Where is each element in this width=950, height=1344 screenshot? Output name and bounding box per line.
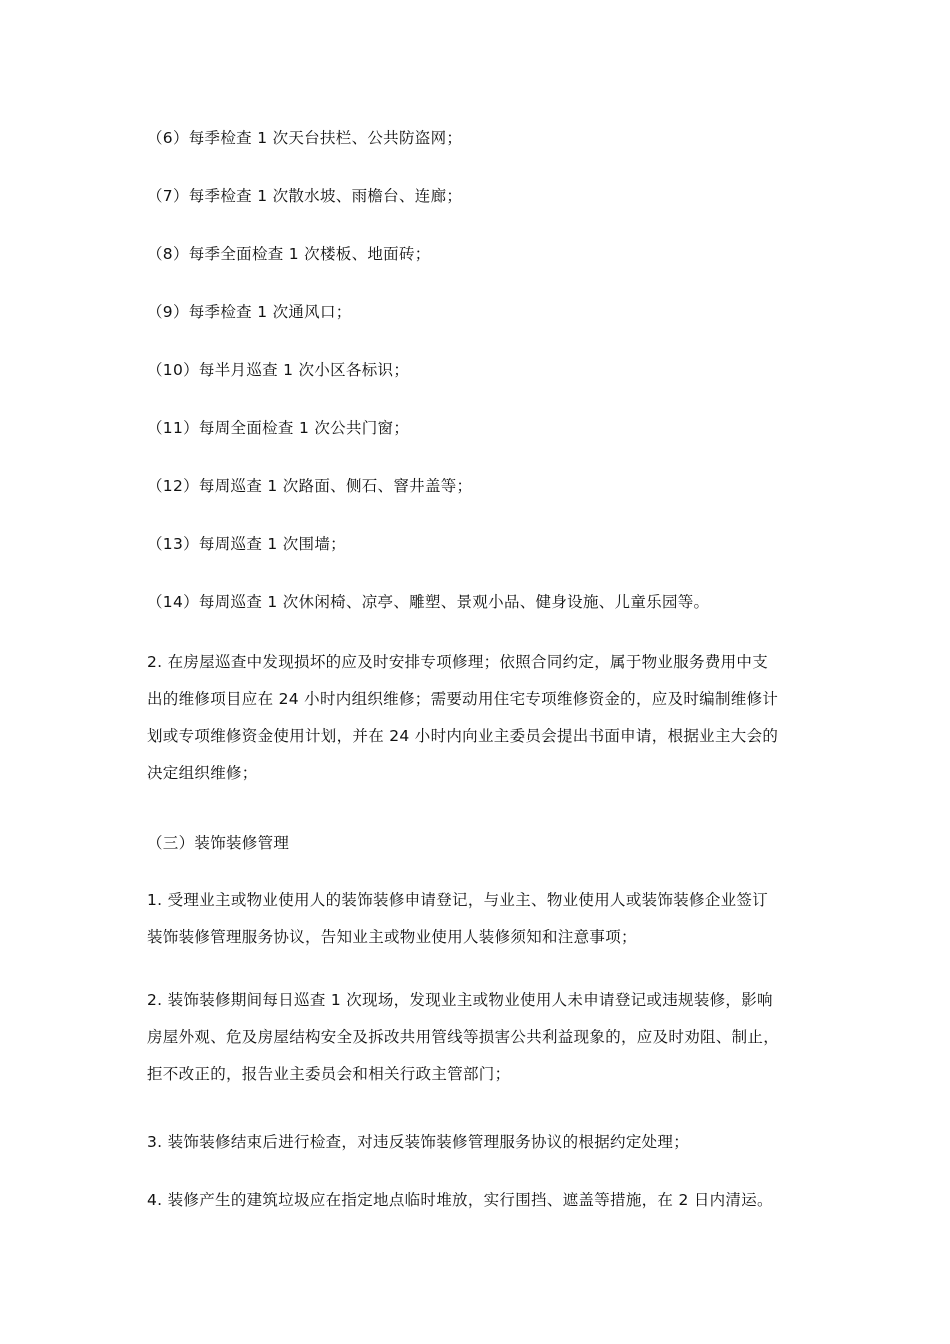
inspection-item-13: （13）每周巡查 1 次围墙； (147, 535, 346, 553)
paragraph-line: 划或专项维修资金使用计划，并在 24 小时内向业主委员会提出书面申请，根据业主大会的 (147, 727, 779, 745)
paragraph-line: 出的维修项目应在 24 小时内组织维修；需要动用住宅专项维修资金的，应及时编制维修计 (147, 690, 779, 708)
decoration-item-4: 4. 装修产生的建筑垃圾应在指定地点临时堆放，实行围挡、遮盖等措施，在 2 日内清运。 (147, 1191, 773, 1209)
inspection-item-11: （11）每周全面检查 1 次公共门窗； (147, 419, 410, 437)
inspection-item-12: （12）每周巡查 1 次路面、侧石、窨井盖等； (147, 477, 473, 495)
inspection-item-8: （8）每季全面检查 1 次楼板、地面砖； (147, 245, 431, 263)
paragraph-line: 2. 在房屋巡查中发现损坏的应及时安排专项修理；依照合同约定，属于物业服务费用中支 (147, 653, 769, 671)
paragraph-line: 决定组织维修； (147, 764, 258, 782)
decoration-item-2 (147, 982, 811, 1093)
paragraph-line: 装饰装修管理服务协议，告知业主或物业使用人装修须知和注意事项； (147, 928, 637, 946)
inspection-item-7: （7）每季检查 1 次散水坡、雨檐台、连廊； (147, 187, 463, 205)
paragraph-line: 拒不改正的，报告业主委员会和相关行政主管部门； (147, 1065, 511, 1083)
inspection-item-14: （14）每周巡查 1 次休闲椅、凉亭、雕塑、景观小品、健身设施、儿童乐园等。 (147, 593, 710, 611)
paragraph-line: 2. 装饰装修期间每日巡查 1 次现场，发现业主或物业使用人未申请登记或违规装修，影响 (147, 991, 773, 1009)
decoration-item-3: 3. 装饰装修结束后进行检查，对违反装饰装修管理服务协议的根据约定处理； (147, 1133, 690, 1151)
inspection-item-10: （10）每半月巡查 1 次小区各标识； (147, 361, 410, 379)
inspection-item-9: （9）每季检查 1 次通风口； (147, 303, 352, 321)
decoration-item-1 (147, 882, 811, 956)
paragraph-line: 1. 受理业主或物业使用人的装饰装修申请登记，与业主、物业使用人或装饰装修企业签订 (147, 891, 769, 909)
inspection-item-6: （6）每季检查 1 次天台扶栏、公共防盗网； (147, 129, 463, 147)
repair-paragraph (147, 644, 811, 792)
paragraph-line: 房屋外观、危及房屋结构安全及拆改共用管线等损害公共利益现象的，应及时劝阻、制止， (147, 1028, 780, 1046)
section-heading: （三）装饰装修管理 (147, 834, 290, 852)
